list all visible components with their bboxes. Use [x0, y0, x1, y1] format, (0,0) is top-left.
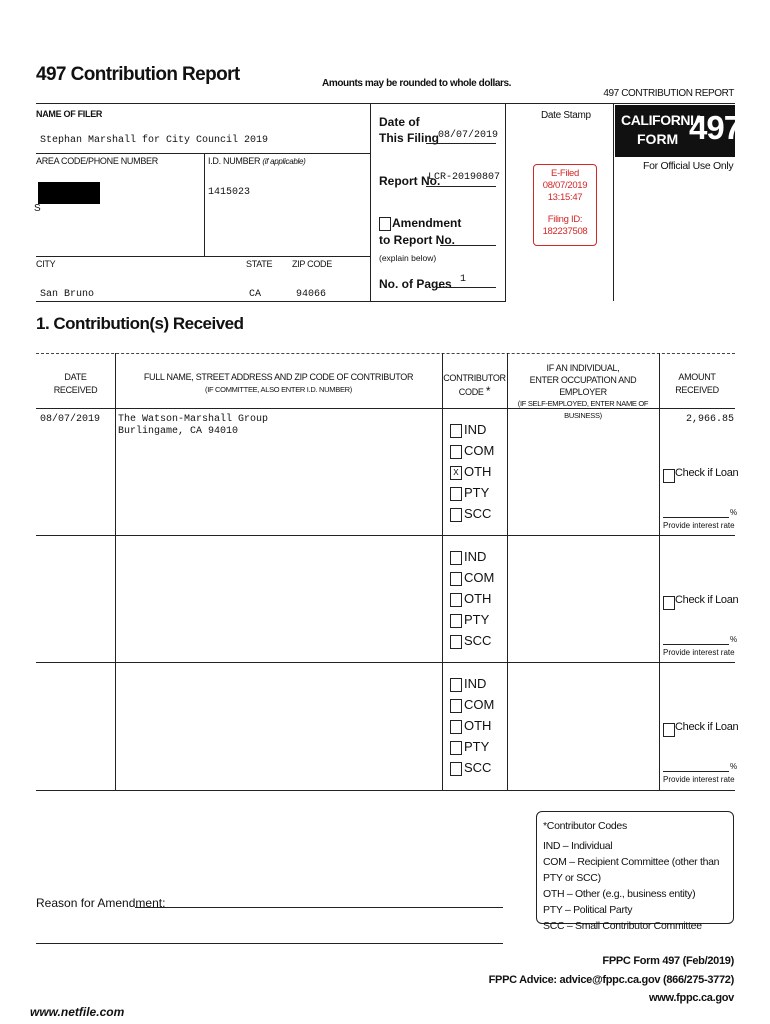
contributor-codes-title: *Contributor Codes	[543, 820, 627, 832]
efiled-stamp	[533, 164, 597, 246]
interest-line[interactable]	[663, 644, 729, 645]
pages-line	[436, 287, 496, 288]
code-line-pty: PTY – Political Party	[543, 904, 633, 916]
code-checkbox-oth[interactable]	[450, 593, 462, 607]
code-checkbox-scc[interactable]	[450, 508, 462, 522]
report-no-line	[426, 186, 496, 187]
reason-label: Reason for Amendment:	[36, 896, 166, 910]
zip-value: 94066	[296, 289, 327, 300]
code-label-pty: PTY	[464, 739, 490, 754]
row-line-1	[36, 153, 370, 154]
stamp-status: E-Filed	[551, 168, 579, 179]
code-label-com: COM	[464, 443, 495, 458]
code-label-scc: SCC	[464, 760, 492, 775]
percent-sign: %	[730, 762, 738, 771]
code-label-scc: SCC	[464, 633, 492, 648]
interest-line[interactable]	[663, 517, 729, 518]
phone-redaction	[38, 182, 100, 204]
code-checkbox-oth[interactable]	[450, 466, 462, 480]
code-checkbox-com[interactable]	[450, 445, 462, 459]
section-top-rule	[36, 353, 735, 354]
code-line-scc: SCC – Small Contributor Committee	[543, 920, 702, 932]
date-of-filing-label	[379, 114, 439, 146]
stamp-filing-id-label: Filing ID:	[547, 214, 583, 225]
amendment-label-line1: Amendment	[392, 216, 462, 230]
loan-label: Check if Loan	[675, 467, 739, 479]
form-label: 497 CONTRIBUTION REPORT	[603, 88, 734, 99]
code-label-scc: SCC	[464, 506, 492, 521]
code-label-pty: PTY	[464, 485, 490, 500]
fppc-site: www.fppc.ca.gov	[649, 992, 734, 1004]
col-occ-line1: IF AN INDIVIDUAL,	[546, 363, 620, 373]
amendment-checkbox[interactable]	[379, 217, 391, 231]
interest-label: Provide interest rate	[663, 775, 735, 784]
pages-label: No. of Pages	[379, 277, 452, 291]
code-checkbox-pty[interactable]	[450, 614, 462, 628]
col-date-header	[36, 371, 115, 397]
code-line-com: COM – Recipient Committee (other than PTY or SCC)	[543, 856, 720, 884]
loan-label: Check if Loan	[675, 721, 739, 733]
id-label	[208, 156, 306, 166]
col-code-header	[442, 372, 507, 399]
percent-sign: %	[730, 508, 738, 517]
stamp-box-right	[613, 103, 614, 301]
col-occupation-header	[507, 362, 659, 422]
row-line-3	[36, 301, 506, 302]
code-checkbox-ind[interactable]	[450, 424, 462, 438]
reason-line-2[interactable]	[36, 943, 503, 944]
filer-name: Stephan Marshall for City Council 2019	[40, 135, 269, 146]
amendment-report-label: to Report No.	[379, 233, 455, 247]
percent-sign: %	[730, 635, 738, 644]
amendment-label	[392, 215, 461, 232]
form-title: 497 Contribution Report	[36, 64, 240, 85]
amendment-report-line	[440, 245, 496, 246]
stamp-time: 13:15:47	[547, 192, 583, 203]
col-name-header: FULL NAME, STREET ADDRESS AND ZIP CODE OF CONTRIBUTOR	[143, 372, 414, 382]
badge-form: FORM	[637, 131, 679, 147]
col-amount-line1: AMOUNT	[678, 372, 716, 382]
code-label-pty: PTY	[464, 612, 490, 627]
netfile-link[interactable]: www.netfile.com	[30, 1005, 125, 1019]
code-checkbox-scc[interactable]	[450, 762, 462, 776]
code-checkbox-ind[interactable]	[450, 551, 462, 565]
code-label-ind: IND	[464, 549, 487, 564]
filing-date: 08/07/2019	[438, 130, 499, 141]
reason-line[interactable]	[135, 907, 503, 908]
code-line-oth: OTH – Other (e.g., business entity)	[543, 888, 696, 900]
code-checkbox-pty[interactable]	[450, 487, 462, 501]
id-label-text: I.D. NUMBER	[208, 156, 261, 166]
header-rule	[36, 103, 735, 104]
id-number: 1415023	[208, 187, 251, 198]
id-label-note: (if applicable)	[262, 157, 306, 166]
code-checkbox-scc[interactable]	[450, 635, 462, 649]
code-checkbox-ind[interactable]	[450, 678, 462, 692]
filing-date-line	[426, 143, 496, 144]
col-code-line1: CONTRIBUTOR	[443, 373, 506, 383]
phone-label: AREA CODE/PHONE NUMBER	[36, 156, 158, 166]
date-stamp-label: Date Stamp	[541, 110, 591, 121]
loan-checkbox[interactable]	[663, 596, 675, 610]
phone-extra: S	[34, 203, 41, 214]
loan-checkbox[interactable]	[663, 723, 675, 737]
contributor-codes-box	[536, 811, 734, 932]
phone-id-divider	[204, 153, 205, 256]
code-checkbox-oth[interactable]	[450, 720, 462, 734]
code-label-oth: OTH	[464, 718, 492, 733]
loan-checkbox[interactable]	[663, 469, 675, 483]
fppc-advice: FPPC Advice: advice@fppc.ca.gov (866/275-3772)	[488, 974, 734, 986]
form-badge	[615, 105, 742, 157]
contributor-name: The Watson-Marshall Group	[118, 414, 269, 425]
code-line-ind: IND – Individual	[543, 840, 613, 852]
explain-note: (explain below)	[379, 253, 437, 263]
interest-label: Provide interest rate	[663, 648, 735, 657]
code-checkbox-pty[interactable]	[450, 741, 462, 755]
check-mark: X	[453, 468, 459, 478]
zip-label: ZIP CODE	[292, 259, 332, 269]
report-no-label: Report No.	[379, 174, 441, 188]
col-occ-line3: (IF SELF-EMPLOYED, ENTER NAME OF BUSINESS)	[517, 399, 649, 420]
stamp-box-left	[505, 103, 506, 301]
name-of-filer-label: NAME OF FILER	[36, 109, 103, 119]
pages-value: 1	[460, 274, 467, 285]
filer-box-divider	[370, 103, 371, 301]
interest-line[interactable]	[663, 771, 729, 772]
fppc-form: FPPC Form 497 (Feb/2019)	[602, 955, 734, 967]
city-value: San Bruno	[40, 289, 95, 300]
col-code-star: *	[485, 384, 491, 398]
col-code-line2: CODE	[458, 387, 484, 397]
row-line-2	[36, 256, 370, 257]
col-divider-4	[659, 353, 660, 790]
loan-label: Check if Loan	[675, 594, 739, 606]
city-label: CITY	[36, 259, 56, 269]
state-label: STATE	[246, 259, 273, 269]
badge-number: 497	[689, 109, 742, 146]
code-label-oth: OTH	[464, 464, 492, 479]
report-no: LCR-20190807	[428, 172, 501, 183]
contribution-amount: 2,966.85	[685, 414, 734, 425]
stamp-date: 08/07/2019	[542, 180, 588, 191]
contribution-date: 08/07/2019	[40, 414, 101, 425]
row3-bottom	[36, 790, 735, 791]
stamp-filing-id: 182237508	[542, 226, 588, 237]
contributor-address: Burlingame, CA 94010	[118, 426, 239, 437]
code-checkbox-com[interactable]	[450, 699, 462, 713]
date-label-line1: Date of	[379, 115, 420, 129]
official-use: For Official Use Only	[643, 160, 734, 172]
col-date-line1: DATE	[64, 372, 87, 382]
state-value: CA	[249, 289, 262, 300]
interest-label: Provide interest rate	[663, 521, 735, 530]
col-divider-2	[442, 353, 443, 790]
col-divider-1	[115, 353, 116, 790]
code-checkbox-com[interactable]	[450, 572, 462, 586]
code-label-oth: OTH	[464, 591, 492, 606]
rounding-note: Amounts may be rounded to whole dollars.	[322, 78, 512, 89]
code-label-com: COM	[464, 697, 495, 712]
code-label-ind: IND	[464, 676, 487, 691]
code-label-com: COM	[464, 570, 495, 585]
row2-bottom	[36, 662, 735, 663]
col-amount-header	[659, 371, 735, 397]
col-occ-line2: ENTER OCCUPATION AND EMPLOYER	[529, 375, 637, 397]
section-title: 1. Contribution(s) Received	[36, 314, 244, 333]
date-label-line2: This Filing	[379, 131, 439, 145]
row1-bottom	[36, 535, 735, 536]
col-date-line2: RECEIVED	[53, 385, 98, 395]
col-amount-line2: RECEIVED	[675, 385, 719, 395]
badge-california: CALIFORNIA	[621, 112, 704, 128]
code-label-ind: IND	[464, 422, 487, 437]
col-name-note: (IF COMMITTEE, ALSO ENTER I.D. NUMBER)	[205, 385, 352, 394]
